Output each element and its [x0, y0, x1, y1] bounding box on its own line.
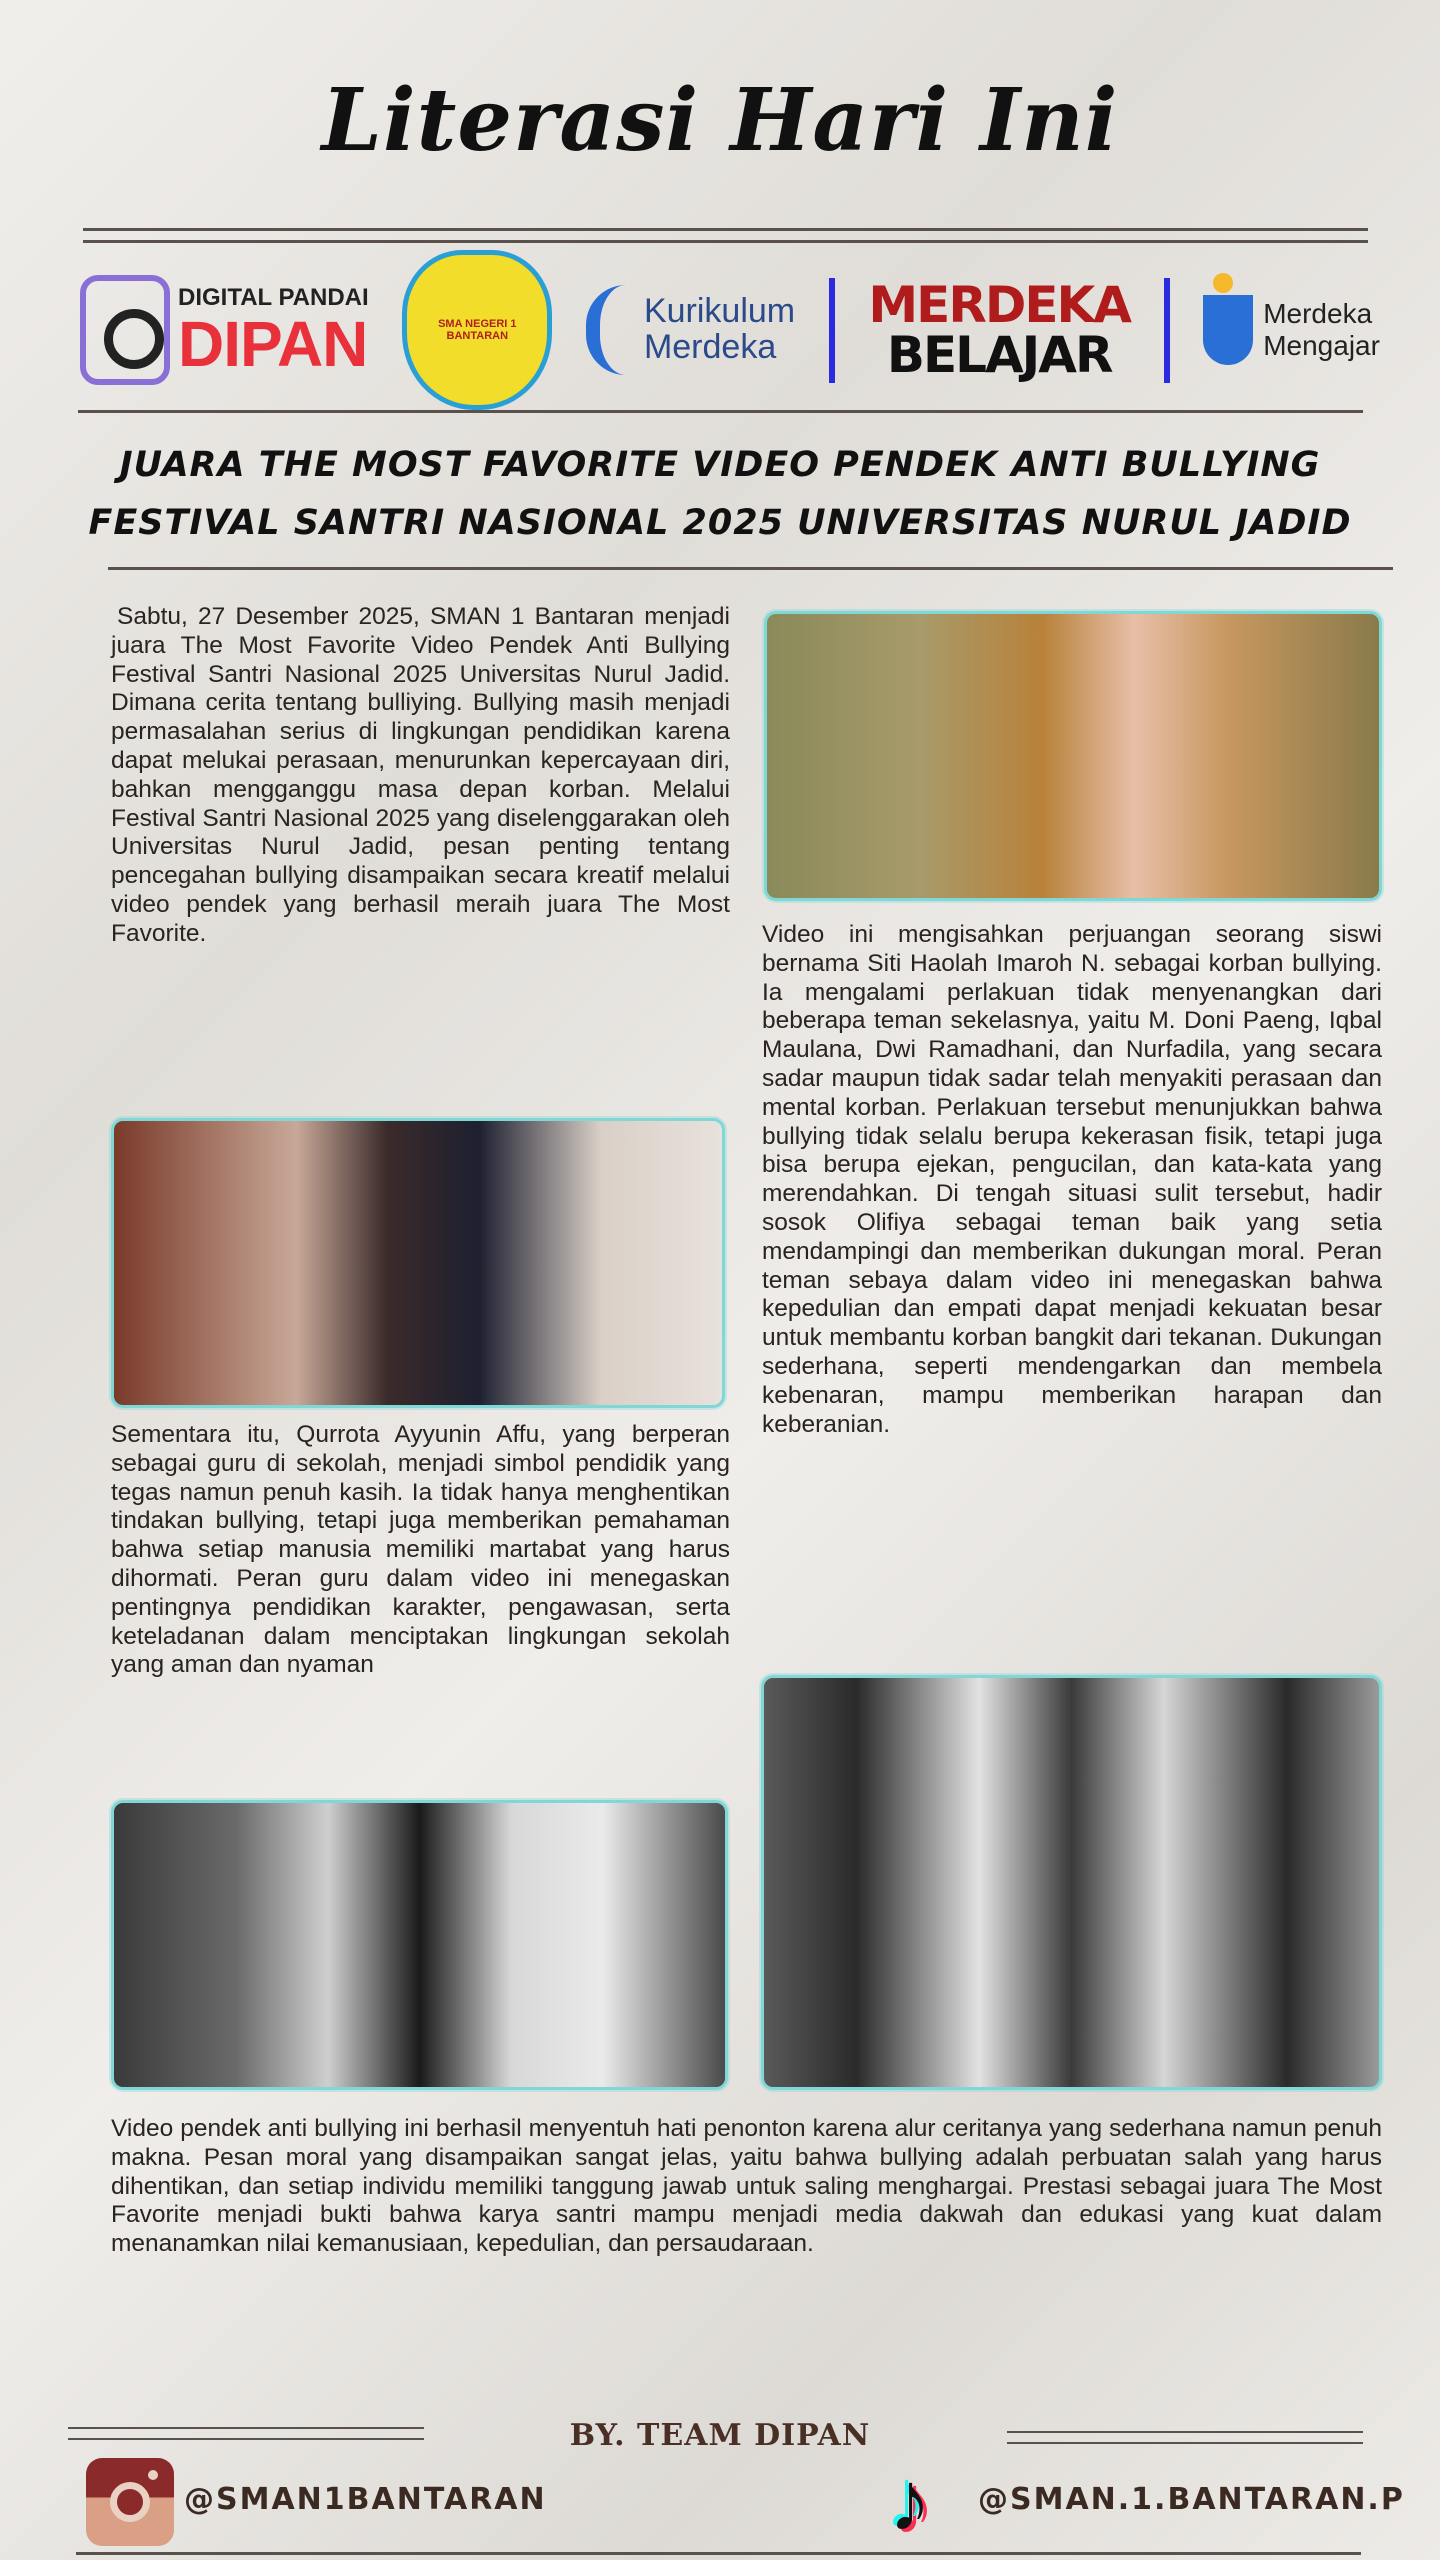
- tiktok-handle[interactable]: @SMAN.1.BANTARAN.P: [978, 2482, 1405, 2517]
- dipan-tagline: DIGITAL PANDAI: [178, 284, 369, 311]
- divider: [83, 240, 1368, 243]
- divider: [83, 228, 1368, 231]
- seal-text: SMA NEGERI 1 BANTARAN: [438, 318, 517, 342]
- kurikulum-merdeka-logo: [586, 285, 795, 375]
- school-seal-logo: [402, 250, 552, 410]
- merdeka-mengajar-logo: [1203, 295, 1380, 365]
- dipan-name: DIPAN: [178, 308, 368, 380]
- logo-text: Merdeka: [643, 328, 777, 366]
- article-paragraph-conclusion: Video pendek anti bullying ini berhasil menyentuh hati penonton karena alur ceritanya yang sederhana namun penuh makna. Pesan moral yang disampaikan sangat jelas, yaitu bahwa bullying adalah perbuatan salah yang harus dihentikan, dan setiap individu memiliki tanggung jawab untuk saling menghargai. Prestasi sebagai juara The Most Favorite menjadi bukti bahwa karya santri mampu menjadi media dakwah dan edukasi yang kuat dalam menanamkan nilai kemanusiaan, kepedulian, dan persaudaraan.: [111, 2115, 1382, 2258]
- divider: [108, 567, 1393, 570]
- logo-text: Kurikulum: [643, 292, 796, 331]
- article-paragraph-intro: Sabtu, 27 Desember 2025, SMAN 1 Bantaran menjadi juara The Most Favorite Video Pendek Anti Bullying Festival Santri Nasional 2025 Universitas Nurul Jadid. Dimana cerita tentang bulliying. Bullying masih menjadi permasalahan serius di lingkungan pendidikan karena dapat melukai perasaan, menurunkan kepercayaan diri, bahkan mengganggu masa depan korban. Melalui Festival Santri Nasional 2025 yang diselenggarakan oleh Universitas Nurul Jadid, pesan penting tentang pencegahan bullying disampaikan secara kreatif melalui video pendek yang berhasil meraih juara The Most Favorite.: [111, 603, 730, 947]
- headline-line-1: JUARA THE MOST FAVORITE VIDEO PENDEK ANTI BULLYING: [119, 445, 1321, 485]
- kurikulum-icon: [586, 285, 636, 375]
- logo-text: MERDEKA: [868, 276, 1130, 334]
- logo-text: Merdeka: [1263, 297, 1373, 329]
- dipan-logo: [80, 275, 369, 385]
- merdeka-mengajar-icon: [1203, 295, 1253, 365]
- article-paragraph-teacher: Sementara itu, Qurrota Ayyunin Affu, yang berperan sebagai guru di sekolah, menjadi simbol pendidik yang tegas namun penuh kasih. Ia tidak hanya menghentikan tindakan bullying, tetapi juga memberikan pemahaman bahwa setiap manusia memiliki martabat yang harus dihormati. Peran guru dalam video ini menegaskan pentingnya pendidikan karakter, pengawasan, serta keteladanan dalam menciptakan lingkungan sekolah yang aman dan nyaman: [111, 1421, 730, 1679]
- merdeka-belajar-logo: [868, 276, 1130, 384]
- logo-bar: [80, 250, 1380, 410]
- divider: [78, 410, 1363, 413]
- tiktok-icon[interactable]: ♪: [889, 2454, 931, 2548]
- page-title: Literasi Hari Ini: [321, 70, 1119, 171]
- headline-line-2: FESTIVAL SANTRI NASIONAL 2025 UNIVERSITAS NURUL JADID: [88, 503, 1352, 543]
- photo-student-crying-sofa: [111, 1118, 725, 1408]
- logo-text: BELAJAR: [886, 326, 1112, 384]
- divider: [76, 2552, 1361, 2555]
- photo-student-sad-outdoor: [764, 611, 1382, 901]
- byline: BY. TEAM DIPAN: [569, 2418, 871, 2453]
- photo-student-picking-up-paper: [761, 1675, 1382, 2090]
- instagram-handle[interactable]: @SMAN1BANTARAN: [184, 2482, 547, 2517]
- logo-text: Mengajar: [1263, 330, 1380, 361]
- divider: [1164, 278, 1170, 383]
- divider: [829, 278, 835, 383]
- article-paragraph-story: Video ini mengisahkan perjuangan seorang siswi bernama Siti Haolah Imaroh N. sebagai korban bullying. Ia mengalami perlakuan tidak menyenangkan dari beberapa teman sekelasnya, yaitu M. Doni Paeng, Iqbal Maulana, Dwi Ramadhani, dan Nurfadila, yang secara sadar maupun tidak sadar telah menyakiti perasaan dan mental korban. Perlakuan tersebut menunjukkan bahwa bullying tidak selalu berupa kekerasan fisik, tetapi juga bisa berupa ejekan, pengucilan, dan kata-kata yang merendahkan. Di tengah situasi sulit tersebut, hadir sosok Olifiya sebagai teman baik yang setia mendampingi dan memberikan dukungan moral. Peran teman sebaya dalam video ini menegaskan bahwa kepedulian dan empati dapat menjadi kekuatan besar untuk membantu korban bangkit dari tekanan. Dukungan sederhana, seperti mendengarkan dan membela kebenaran, mampu memberikan harapan dan keberanian.: [762, 921, 1382, 1438]
- photo-student-bw-headscarf: [111, 1800, 728, 2090]
- instagram-icon[interactable]: [86, 2458, 174, 2546]
- camera-icon: [80, 275, 170, 385]
